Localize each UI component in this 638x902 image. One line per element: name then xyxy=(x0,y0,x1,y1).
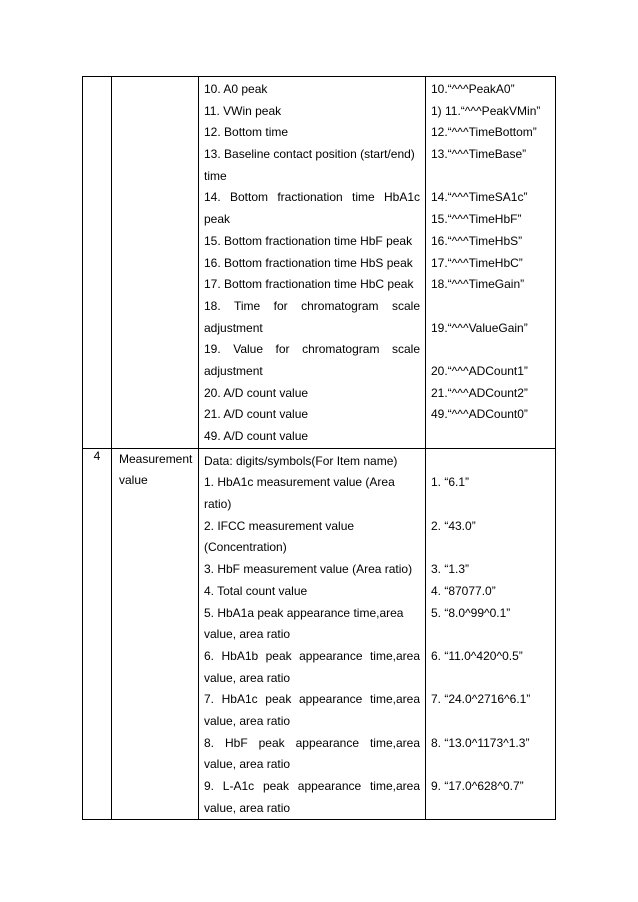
item-value-line: 4. “87077.0” xyxy=(431,583,496,598)
item-value-line xyxy=(431,668,550,690)
item-name-line: 7. HbA1c peak appearance time,area xyxy=(204,692,420,707)
item-name-line: 11. VWin peak xyxy=(204,103,282,118)
item-name-line: value, area ratio xyxy=(204,670,291,685)
row-number-cell xyxy=(83,448,112,820)
item-name-line: Data: digits/symbols(For Item name) xyxy=(204,453,398,468)
item-name-line: time xyxy=(204,168,227,183)
item-value-list xyxy=(426,449,555,820)
item-name-line: peak xyxy=(204,212,231,227)
item-name-line: 16. Bottom fractionation time HbS peak xyxy=(204,255,413,270)
item-name-line: 3. HbF measurement value (Area ratio) xyxy=(204,562,413,577)
item-value-line: 18.“^^^TimeGain” xyxy=(431,277,525,292)
item-value-line: 2. “43.0” xyxy=(431,518,476,533)
item-name-line: 12. Bottom time xyxy=(204,125,289,140)
item-value-line: 3. “1.3” xyxy=(431,562,470,577)
item-name-line: 10. A0 peak xyxy=(204,82,268,96)
item-name-line: (Concentration) xyxy=(204,540,287,555)
item-name-line: 6. HbA1b peak appearance time,area xyxy=(204,648,420,663)
item-label-line: value xyxy=(119,473,148,488)
item-value-line xyxy=(431,537,550,559)
item-name-line: value, area ratio xyxy=(204,713,291,728)
item-name-line: 17. Bottom fractionation time HbC peak xyxy=(204,277,414,292)
item-label xyxy=(112,449,198,492)
item-name-line: 18. Time for chromatogram scale xyxy=(204,298,420,313)
item-name-line: 13. Baseline contact position (start/end) xyxy=(204,147,415,162)
item-cell xyxy=(112,448,199,820)
item-name-line: value, area ratio xyxy=(204,627,291,642)
item-value-line: 12.“^^^TimeBottom” xyxy=(431,125,537,140)
item-name-line: 8. HbF peak appearance time,area xyxy=(204,735,420,750)
item-value-line: 10.“^^^PeakA0” xyxy=(431,82,515,96)
item-value-line: 15.“^^^TimeHbF” xyxy=(431,212,522,227)
item-value-line: 1. “6.1” xyxy=(431,475,470,490)
item-cell xyxy=(112,77,199,449)
item-value-line: 49.“^^^ADCount0” xyxy=(431,407,528,422)
item-value-line: 19.“^^^ValueGain” xyxy=(431,320,528,335)
item-value-line xyxy=(431,166,550,188)
item-value-line xyxy=(431,798,550,820)
item-name-line: 5. HbA1a peak appearance time,area xyxy=(204,605,404,620)
row-number-cell xyxy=(83,77,112,449)
item-name-line: adjustment xyxy=(204,363,263,378)
row-number: 4 xyxy=(93,448,101,463)
item-name-line: 21. A/D count value xyxy=(204,407,309,422)
item-value-line: 20.“^^^ADCount1” xyxy=(431,363,528,378)
item-value-line xyxy=(431,339,550,361)
item-name-line: value, area ratio xyxy=(204,757,291,772)
item-value-line: 7. “24.0^2716^6.1” xyxy=(431,692,531,707)
item-name-line: 19. Value for chromatogram scale xyxy=(204,342,420,357)
item-value-line xyxy=(431,711,550,733)
item-label-line: Measurement xyxy=(119,451,193,466)
item-name-line: 14. Bottom fractionation time HbA1c xyxy=(204,190,420,205)
table-row xyxy=(83,77,556,449)
item-name-list xyxy=(199,77,425,448)
item-value-line: 16.“^^^TimeHbS” xyxy=(431,233,523,248)
item-name-line: 49. A/D count value xyxy=(204,429,309,443)
item-value-line xyxy=(431,451,550,473)
item-value-line xyxy=(431,494,550,516)
item-name-line: ratio) xyxy=(204,497,232,512)
item-value-line: 14.“^^^TimeSA1c” xyxy=(431,190,528,205)
table-row xyxy=(83,448,556,820)
item-name-cell xyxy=(199,77,426,449)
item-name-line: 2. IFCC measurement value xyxy=(204,518,355,533)
item-value-line: 17.“^^^TimeHbC” xyxy=(431,255,523,270)
item-value-cell xyxy=(426,77,556,449)
item-name-list xyxy=(199,449,425,820)
item-name-line: 9. L-A1c peak appearance time,area xyxy=(204,779,420,793)
item-value-line xyxy=(431,426,550,448)
item-value-line: 13.“^^^TimeBase” xyxy=(431,147,527,162)
item-value-line: 21.“^^^ADCount2” xyxy=(431,385,528,400)
spec-table xyxy=(82,76,556,820)
item-name-line: 1. HbA1c measurement value (Area xyxy=(204,475,395,490)
item-name-line: 15. Bottom fractionation time HbF peak xyxy=(204,233,413,248)
item-value-line: 1) 11.“^^^PeakVMin” xyxy=(431,103,541,118)
item-name-line: 20. A/D count value xyxy=(204,385,309,400)
item-value-list xyxy=(426,77,555,448)
item-value-cell xyxy=(426,448,556,820)
item-value-line xyxy=(431,296,550,318)
item-value-line xyxy=(431,624,550,646)
item-name-line: adjustment xyxy=(204,320,263,335)
item-value-line xyxy=(431,754,550,776)
item-name-cell xyxy=(199,448,426,820)
item-value-line: 5. “8.0^99^0.1” xyxy=(431,605,511,620)
item-value-line: 9. “17.0^628^0.7” xyxy=(431,779,524,793)
item-value-line: 6. “11.0^420^0.5” xyxy=(431,648,523,663)
item-name-line: value, area ratio xyxy=(204,800,291,815)
item-value-line: 8. “13.0^1173^1.3” xyxy=(431,735,530,750)
item-name-line: 4. Total count value xyxy=(204,583,308,598)
